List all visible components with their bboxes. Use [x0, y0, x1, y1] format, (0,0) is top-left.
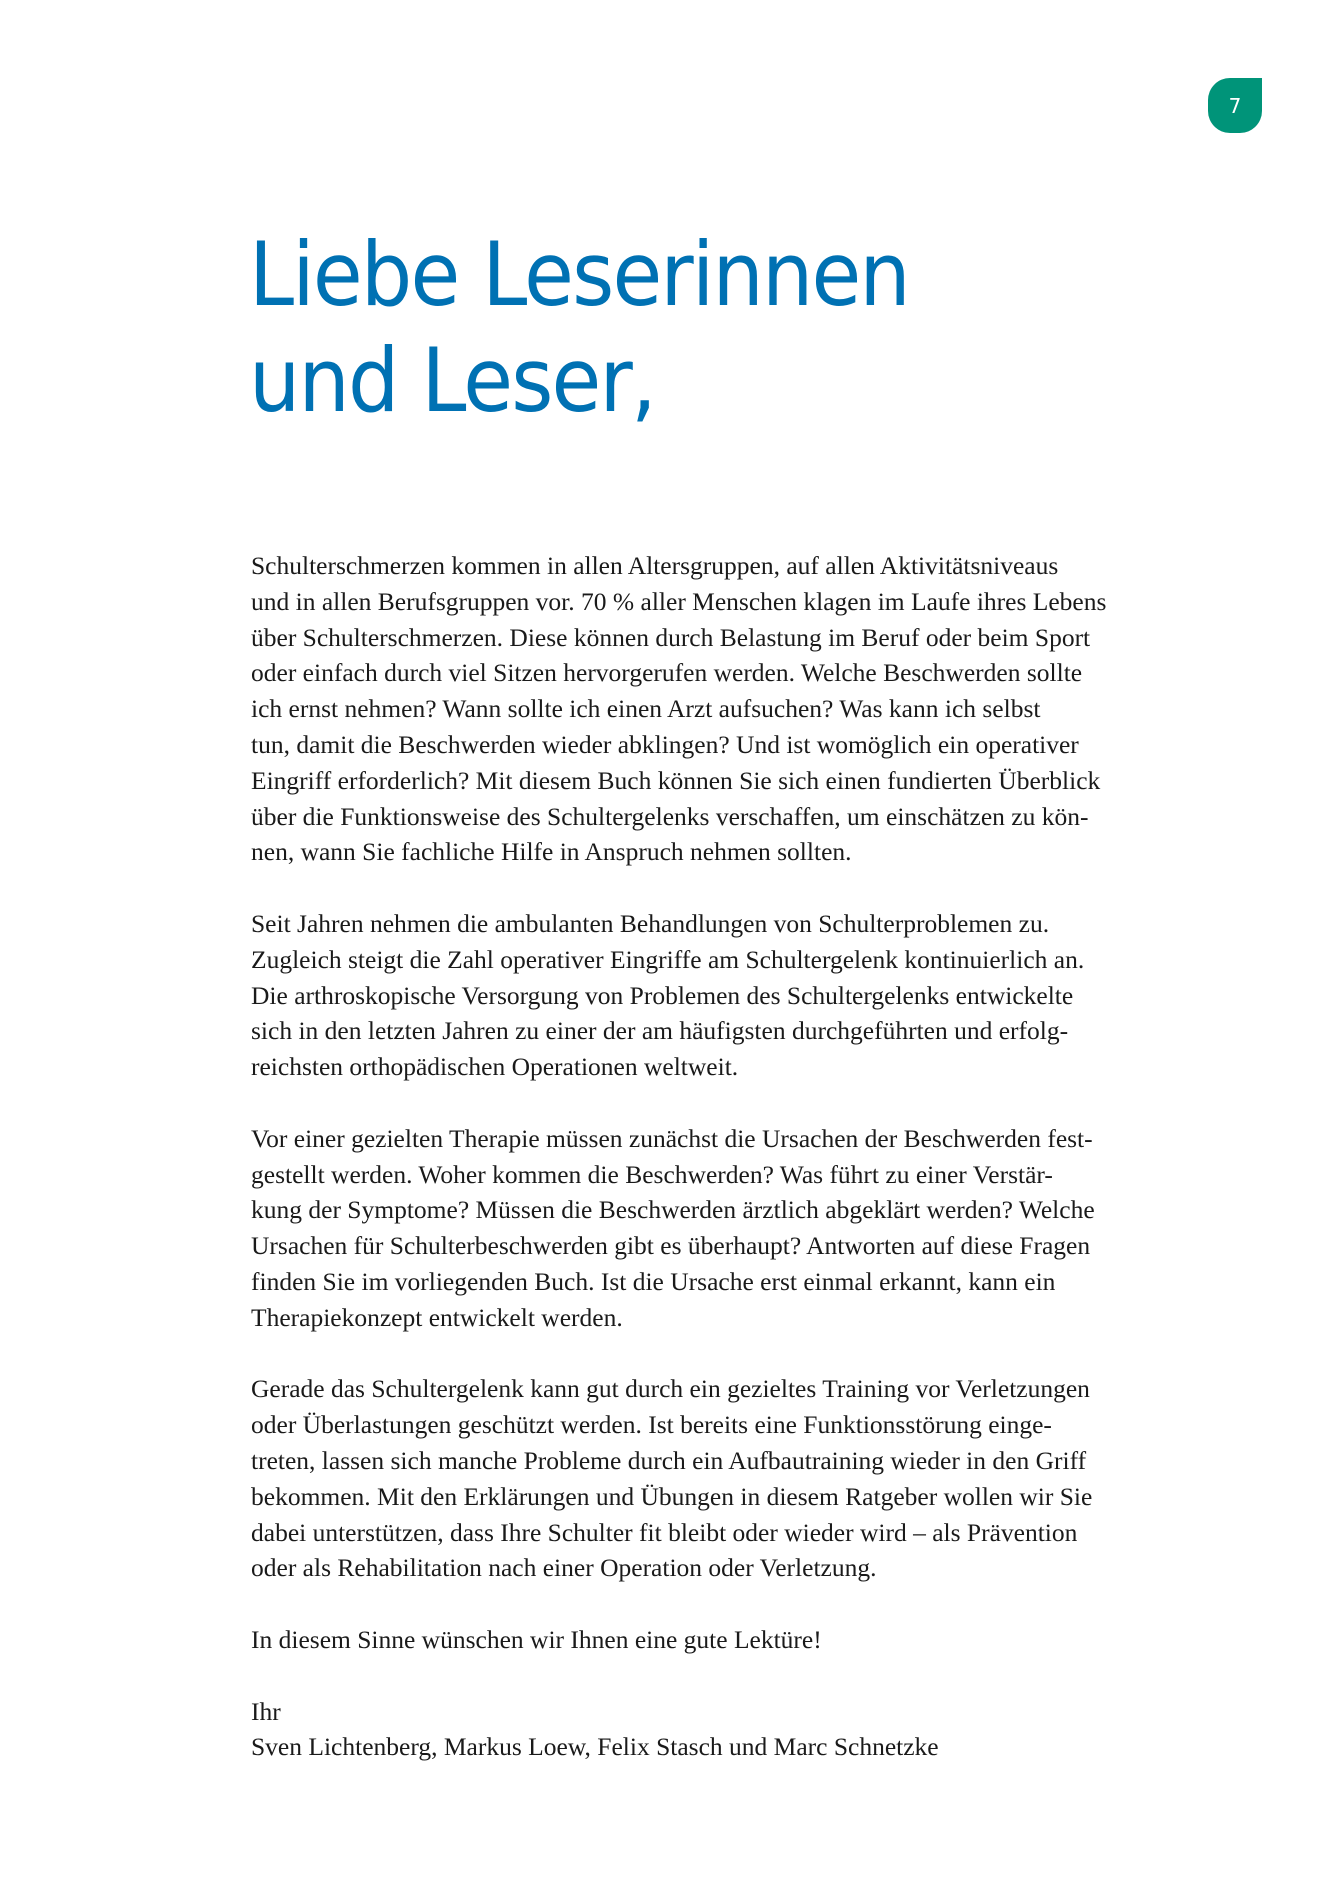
- text-line: Eingriff erforderlich? Mit diesem Buch können Sie sich einen fundierten Überblick: [251, 765, 1101, 795]
- text-line: Zugleich steigt die Zahl operativer Eingriffe am Schultergelenk kontinuierlich an.: [251, 944, 1085, 974]
- text-line: treten, lassen sich manche Probleme durch ein Aufbautraining wieder in den Griff: [251, 1445, 1087, 1475]
- text-line: über die Funktionsweise des Schultergelenks verschaffen, um einschätzen zu kön-: [251, 801, 1089, 831]
- text-line: oder Überlastungen geschützt werden. Ist bereits eine Funktionsstörung einge-: [251, 1410, 1052, 1440]
- text-line: und in allen Berufsgruppen vor. 70 % aller Menschen klagen im Laufe ihres Lebens: [251, 586, 1107, 616]
- signature-authors: Sven Lichtenberg, Markus Loew, Felix Stasch und Marc Schnetzke: [251, 1732, 939, 1762]
- text-line: Seit Jahren nehmen die ambulanten Behandlungen von Schulterproblemen zu.: [251, 908, 1050, 938]
- text-line: bekommen. Mit den Erklärungen und Übungen in diesem Ratgeber wollen wir Sie: [251, 1481, 1093, 1511]
- text-line: ich ernst nehmen? Wann sollte ich einen Arzt aufsuchen? Was kann ich selbst: [251, 694, 1041, 724]
- title-line: Liebe Leserinnen: [249, 223, 909, 326]
- page-title: [249, 222, 909, 434]
- text-line: Therapiekonzept entwickelt werden.: [251, 1302, 623, 1332]
- text-line: finden Sie im vorliegenden Buch. Ist die Ursache erst einmal erkannt, kann ein: [251, 1266, 1056, 1296]
- signature-salutation: Ihr: [251, 1696, 281, 1726]
- text-line: tun, damit die Beschwerden wieder abklingen? Und ist womöglich ein operativer: [251, 729, 1079, 759]
- text-line: nen, wann Sie fachliche Hilfe in Anspruch nehmen sollten.: [251, 837, 852, 867]
- text-line: Schulterschmerzen kommen in allen Altersgruppen, auf allen Aktivitätsniveaus: [251, 551, 1059, 580]
- text-line: oder als Rehabilitation nach einer Operation oder Verletzung.: [251, 1553, 877, 1583]
- letter-body: [251, 548, 1201, 1765]
- page-number: 7: [1228, 93, 1242, 118]
- text-line: Vor einer gezielten Therapie müssen zunächst die Ursachen der Beschwerden fest-: [251, 1123, 1093, 1153]
- text-line: reichsten orthopädischen Operationen weltweit.: [251, 1052, 739, 1082]
- text-line: gestellt werden. Woher kommen die Beschwerden? Was führt zu einer Verstär-: [251, 1159, 1053, 1189]
- text-line: Ursachen für Schulterbeschwerden gibt es überhaupt? Antworten auf diese Fragen: [251, 1231, 1091, 1261]
- paragraph-training: [251, 1371, 1201, 1586]
- signature: [251, 1694, 1201, 1766]
- paragraph-closing: [251, 1622, 1201, 1658]
- text-line: Gerade das Schultergelenk kann gut durch ein gezieltes Training vor Verletzungen: [251, 1374, 1090, 1404]
- text-line: sich in den letzten Jahren zu einer der am häufigsten durchgeführten und erfolg-: [251, 1016, 1069, 1046]
- text-line: Die arthroskopische Versorgung von Problemen des Schultergelenks entwickelte: [251, 980, 1074, 1010]
- text-line: über Schulterschmerzen. Diese können durch Belastung im Beruf oder beim Sport: [251, 622, 1091, 652]
- text-line: dabei unterstützen, dass Ihre Schulter fit bleibt oder wieder wird – als Prävention: [251, 1517, 1078, 1547]
- paragraph-treatments: [251, 906, 1201, 1085]
- title-line: und Leser,: [249, 329, 655, 432]
- paragraph-intro: [251, 548, 1201, 870]
- paragraph-causes: [251, 1121, 1201, 1336]
- text-line: In diesem Sinne wünschen wir Ihnen eine gute Lektüre!: [251, 1624, 822, 1654]
- text-line: kung der Symptome? Müssen die Beschwerden ärztlich abgeklärt werden? Welche: [251, 1195, 1095, 1225]
- text-line: oder einfach durch viel Sitzen hervorgerufen werden. Welche Beschwerden sollte: [251, 658, 1083, 688]
- page-number-badge: [1208, 78, 1262, 133]
